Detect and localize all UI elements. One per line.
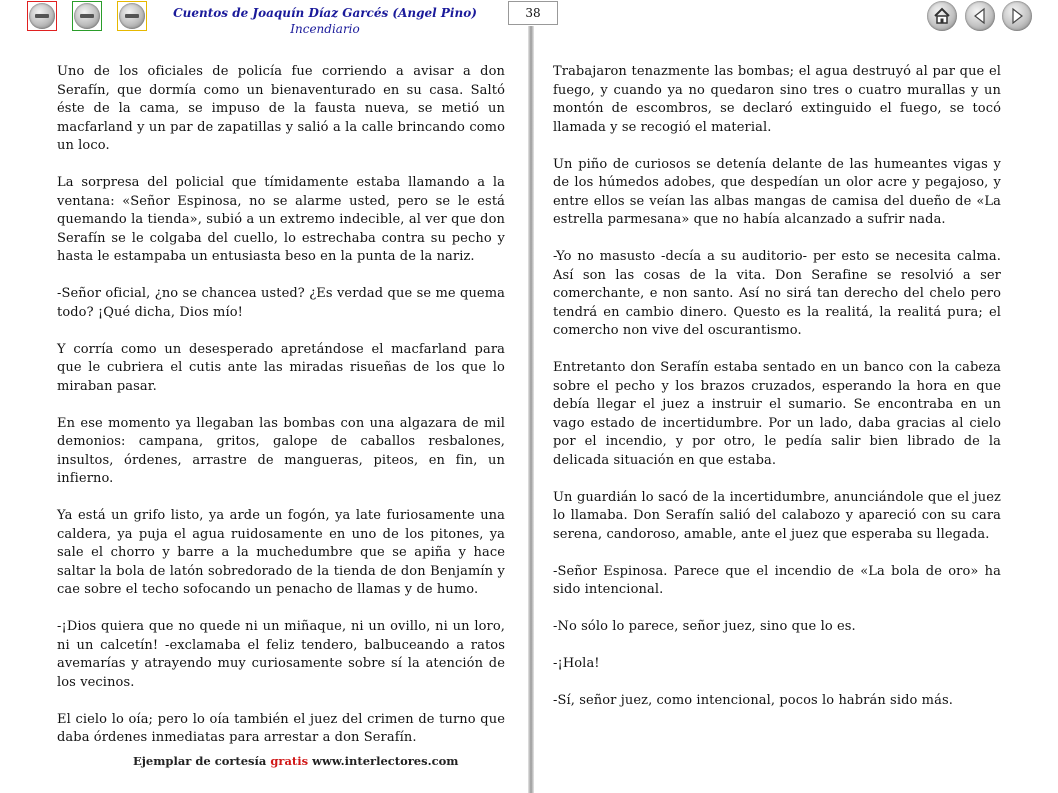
arrow-right-icon <box>1007 6 1027 26</box>
footer-link[interactable]: www.interlectores.com <box>312 754 459 768</box>
footer-gratis: gratis <box>270 754 309 768</box>
paragraph: La sorpresa del policial que tímidamente estaba llamando a la ventana: «Señor Espinosa, no se alarme usted, pero se le está quemando la tienda», subió a un extremo indecible, al ver que don Serafín se le colgaba del cuello, lo estrechaba contra su pecho y hasta le estampaba un entusiasta beso en la punta de la nariz. <box>57 175 505 264</box>
paragraph: En ese momento ya llegaban las bombas con una algazara de mil demonios: campana, gritos, galope de caballos resbalones, insultos, órdenes, arrastre de mangueras, piteos, en fin, un infierno. <box>57 415 505 486</box>
paragraph: Uno de los oficiales de policía fue corriendo a avisar a don Serafín, que dormía como un bienaventurado en su casa. Saltó éste de la cama, se impuso de la fausta nueva, se metió un macfarland y un par de zapatillas y salió a la calle brincando como un loco. <box>57 64 505 153</box>
window-button-yellow[interactable] <box>117 1 147 31</box>
paragraph: -Yo no masusto -decía a su auditorio- per esto se necesita calma. Así son las cosas de la vita. Don Serafine se resolvió a ser comerchante, e non santo. Así no sirá tan derecho del chelo pero tendrá en cambio dinero. Questo es la realitá, la realitá pura; el comercho non vive del oscurantismo. <box>553 249 1001 338</box>
paragraph: Un piño de curiosos se detenía delante de las humeantes vigas y de los húmedos adobes, que despedían un olor acre y pegajoso, y entre ellos se veían las albas mangas de camisa del dueño de «La estrella parmesana» que no había alcanzado a sufrir nada. <box>553 156 1001 227</box>
next-page-button[interactable] <box>1002 1 1032 31</box>
paragraph: Un guardián lo sacó de la incertidumbre, anunciándole que el juez lo llamaba. Don Serafín salió del calabozo y apareció con su cara serena, candoroso, amable, ante el juez que esperaba su llegada. <box>553 489 1001 542</box>
minus-icon <box>29 3 55 29</box>
book-header <box>170 5 480 37</box>
paragraph: Ya está un grifo listo, ya arde un fogón, ya late furiosamente una caldera, ya puja el agua ruidosamente en uno de los pitones, ya sale el chorro y barre a la muchedumbre que se apiña y hace saltar la bola de latón sobredorado de la tienda de don Benjamín y cae sobre el techo sofocando un penacho de llamas y de humo. <box>57 508 505 597</box>
left-text-column <box>57 63 505 766</box>
home-icon <box>932 6 952 26</box>
paragraph: -No sólo lo parece, señor juez, sino que lo es. <box>553 619 856 634</box>
window-button-green[interactable] <box>72 1 102 31</box>
paragraph: Trabajaron tenazmente las bombas; el agua destruyó al par que el fuego, y cuando ya no quedaron sino tres o cuatro murallas y un montón de escombros, se declaró extinguido el fuego, se tocó llamada y se recogió el material. <box>553 64 1001 135</box>
paragraph: Entretanto don Serafín estaba sentado en un banco con la cabeza sobre el pecho y los brazos cruzados, esperando la hora en que debía llegar el juez a instruir el sumario. Se encontraba en un vago estado de incertidumbre. Por un lado, daba gracias al cielo por el incendio, y por otro, le pedía salir bien librado de la delicada situación en que estaba. <box>553 360 1001 468</box>
window-button-red[interactable] <box>27 1 57 31</box>
footer-text: Ejemplar de cortesía <box>133 754 267 768</box>
footer <box>133 754 458 768</box>
minus-icon <box>74 3 100 29</box>
story-title: Incendiario <box>290 22 360 36</box>
paragraph: -¡Dios quiera que no quede ni un miñaque, ni un ovillo, ni un loro, ni un calcetín! -exclamaba el feliz tendero, balbuceando a ratos avemarías y atrayendo muy curiosamente sobre sí la atención de los vecinos. <box>57 619 505 690</box>
home-button[interactable] <box>927 1 957 31</box>
paragraph: -Señor Espinosa. Parece que el incendio de «La bola de oro» ha sido intencional. <box>553 563 1001 597</box>
paragraph: Y corría como un desesperado apretándose el macfarland para que le cubriera el cutis ante las miradas risueñas de los que lo miraban pasar. <box>57 341 505 394</box>
paragraph: -Sí, señor juez, como intencional, pocos lo habrán sido más. <box>553 693 953 708</box>
paragraph: -¡Hola! <box>553 656 600 671</box>
paragraph: El cielo lo oía; pero lo oía también el juez del crimen de turno que daba órdenes inmediatas para arrestar a don Serafín. <box>57 711 505 745</box>
right-text-column <box>553 63 1001 729</box>
page-divider <box>528 26 534 793</box>
minus-icon <box>119 3 145 29</box>
page-number: 38 <box>508 1 558 25</box>
paragraph: -Señor oficial, ¿no se chancea usted? ¿Es verdad que se me quema todo? ¡Qué dicha, Dios mío! <box>57 286 505 320</box>
arrow-left-icon <box>970 6 990 26</box>
book-title: Cuentos de Joaquín Díaz Garcés (Angel Pino) <box>173 6 477 20</box>
previous-page-button[interactable] <box>965 1 995 31</box>
